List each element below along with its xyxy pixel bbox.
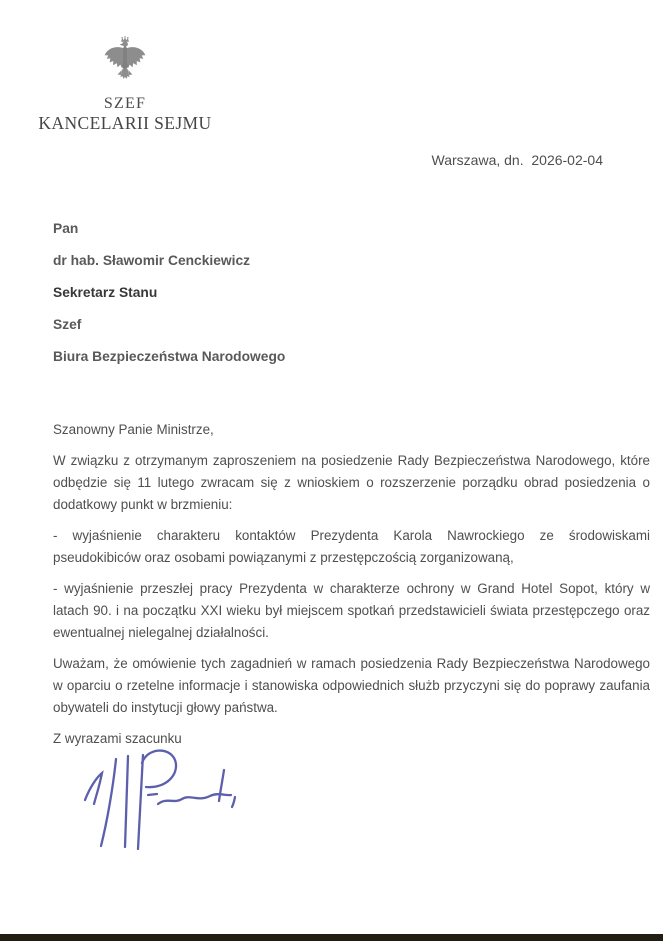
addressee-line-role: Szef — [53, 317, 82, 332]
letterhead — [20, 36, 230, 133]
scan-edge-bar — [0, 934, 663, 941]
letterhead-title-line2: KANCELARII SEJMU — [38, 113, 212, 133]
salutation: Szanowny Panie Ministrze, — [53, 422, 214, 437]
letterhead-title-line1: SZEF — [103, 95, 147, 112]
handwritten-signature — [70, 746, 250, 850]
body-paragraph: W związku z otrzymanym zaproszeniem na posiedzenie Rady Bezpieczeństwa Narodowego, które odbędzie się 11 lutego zwracam się z wnioskiem o rozszerzenie porządku obrad posiedzenia o dodatkowy punkt w brzmieniu: — [53, 453, 650, 512]
body-paragraph-bullet: - wyjaśnienie przeszłej pracy Prezydenta w charakterze ochrony w Grand Hotel Sopot, który w latach 90. i na początku XXI wieku był miejscem spotkań przedstawicieli świata przestępczego oraz ewentualnej nielegalnej działalności. — [53, 581, 650, 640]
addressee-block — [53, 213, 285, 373]
body-paragraph: Uważam, że omówienie tych zagadnień w ramach posiedzenia Rady Bezpieczeństwa Narodowego w oparciu o rzetelne informacje i stanowiska odpowiednich służb przyczyni się do poprawy zaufania obywateli do instytucji głowy państwa. — [53, 656, 650, 715]
body-paragraph-bullet: - wyjaśnienie charakteru kontaktów Prezydenta Karola Nawrockiego ze środowiskami pseudokibiców oraz osobami powiązanymi z przestępczością zorganizowaną, — [53, 528, 650, 565]
addressee-line-title: Sekretarz Stanu — [53, 285, 158, 300]
place-and-date-line: Warszawa, dn. 2026-02-04 — [431, 152, 603, 168]
addressee-line-institution: Biura Bezpieczeństwa Narodowego — [53, 349, 286, 364]
letter-body — [53, 419, 650, 750]
polish-eagle-coat-of-arms-icon — [20, 36, 230, 86]
addressee-line-salutation: Pan — [53, 221, 79, 236]
addressee-line-name: dr hab. Sławomir Cenckiewicz — [53, 253, 251, 268]
closing-phrase: Z wyrazami szacunku — [53, 731, 182, 746]
